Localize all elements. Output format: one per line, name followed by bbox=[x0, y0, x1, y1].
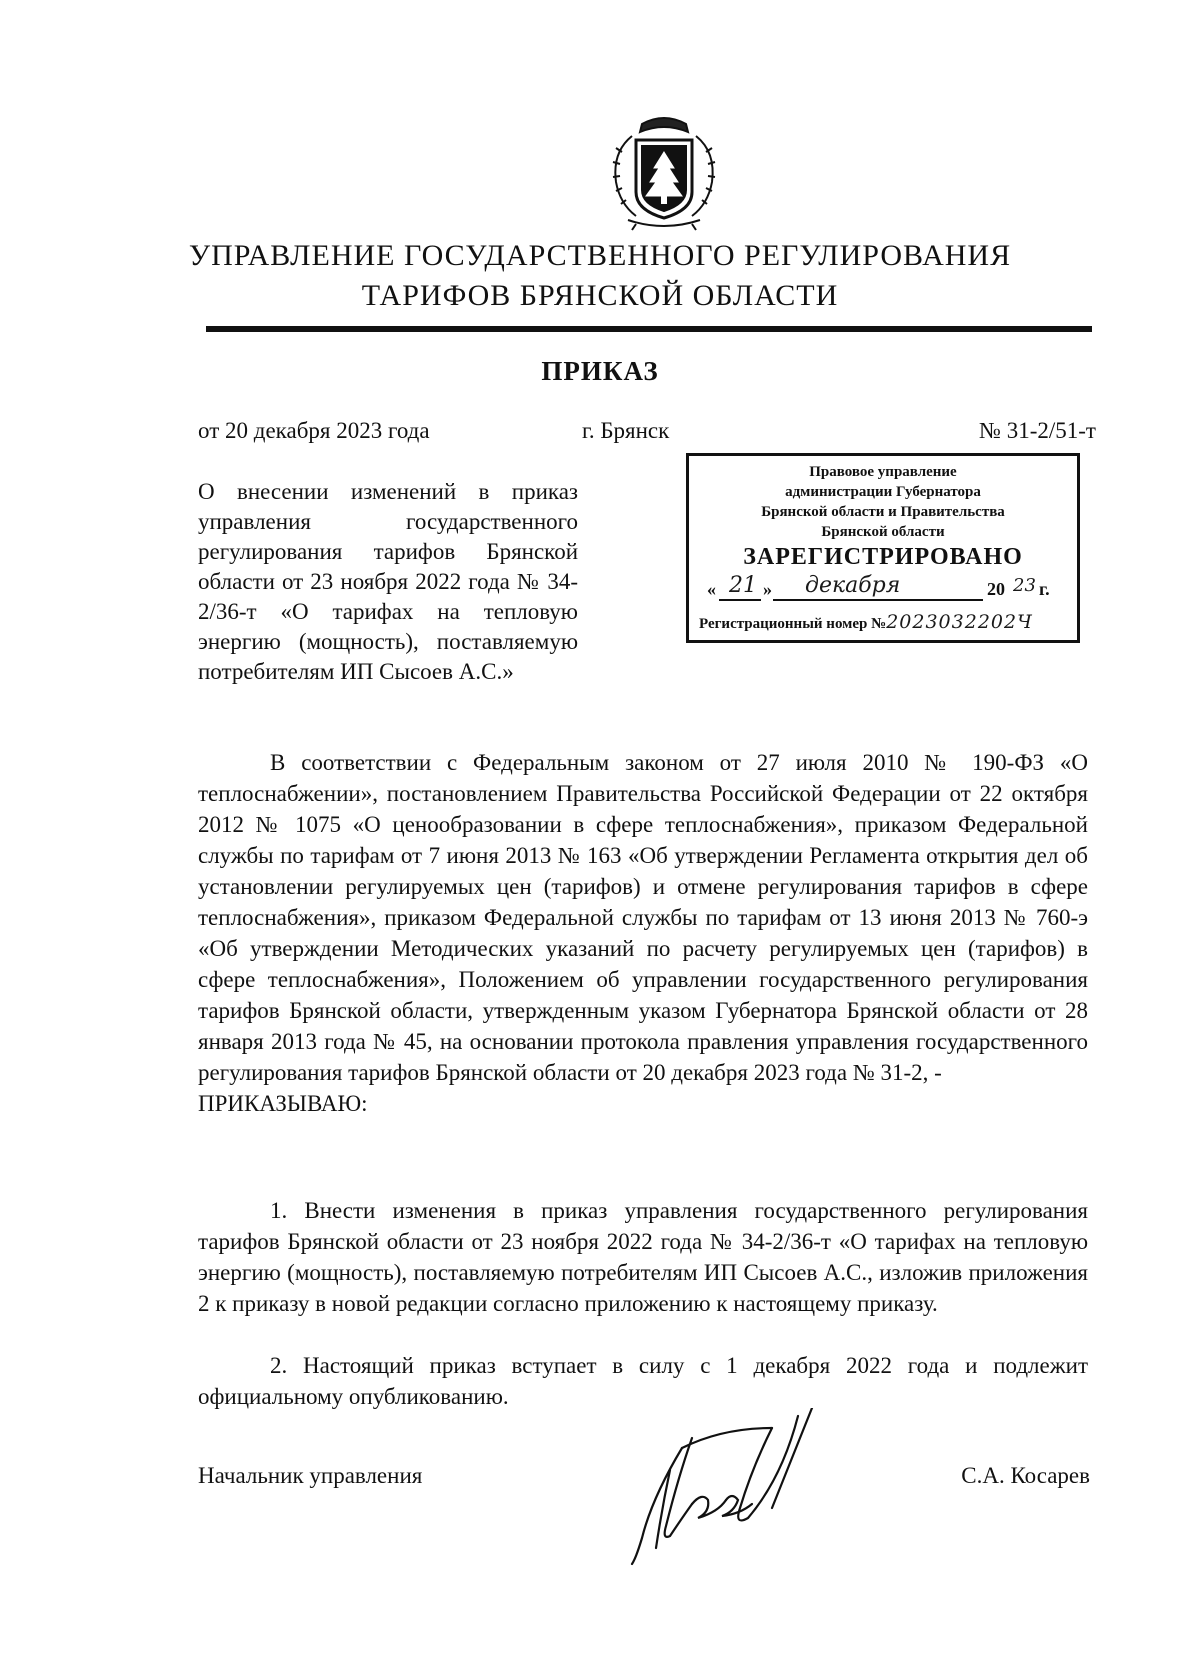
stamp-year-suffix: г. bbox=[1039, 579, 1050, 599]
organization-title-line2: ТАРИФОВ БРЯНСКОЙ ОБЛАСТИ bbox=[361, 279, 839, 312]
signatory-name: С.А. Косарев bbox=[961, 1463, 1090, 1488]
order-item-2 bbox=[198, 1350, 1088, 1412]
stamp-line-3: Брянской области и Правительства bbox=[761, 504, 1005, 520]
stamp-handwritten-month: декабря bbox=[805, 573, 901, 598]
header-divider bbox=[206, 326, 1092, 332]
stamp-handwritten-reg-number: 2023032202Ч bbox=[886, 611, 1033, 633]
stamp-line-4: Брянской области bbox=[821, 524, 945, 540]
stamp-line-1: Правовое управление bbox=[809, 464, 957, 480]
document-subject: О внесении изменений в приказ управления государственного регулирования тарифов Брянской области от 23 ноября 2022 года № 34-2/36-т «О тарифах на тепловую энергию (мощность), поставляемую потребителям ИП Сысоев А.С.» bbox=[198, 479, 578, 684]
order-item-1 bbox=[198, 1195, 1088, 1319]
order-word: ПРИКАЗЫВАЮ: bbox=[198, 1091, 368, 1116]
organization-title bbox=[160, 236, 1040, 316]
organization-title-line1: УПРАВЛЕНИЕ ГОСУДАРСТВЕННОГО РЕГУЛИРОВАНИЯ bbox=[188, 239, 1012, 272]
stamp-handwritten-year: 23 bbox=[1013, 575, 1036, 596]
registration-stamp bbox=[686, 453, 1080, 643]
order-item-2-text: 2. Настоящий приказ вступает в силу с 1 декабря 2022 года и подлежит официальному опубликованию. bbox=[198, 1353, 1088, 1409]
stamp-handwritten-day: 21 bbox=[729, 573, 757, 598]
stamp-year-prefix: 20 bbox=[987, 579, 1005, 599]
handwritten-signature-icon bbox=[622, 1408, 862, 1568]
document-city: г. Брянск bbox=[582, 418, 670, 443]
document-type: ПРИКАЗ bbox=[541, 356, 659, 386]
stamp-quote-open: « bbox=[707, 579, 716, 599]
preamble-text: В соответствии с Федеральным законом от 27 июля 2010 № 190-ФЗ «О теплоснабжении», постановлением Правительства Российской Федерации от 22 октября 2012 № 1075 «О ценообразовании в сфере теплоснабжения», приказом Федеральной службы по тарифам от 7 июня 2013 № 163 «Об утверждении Регламента открытия дел об установлении регулируемых цен (тарифов) и отмене регулирования тарифов в сфере теплоснабжения», приказом Федеральной службы по тарифам от 13 июня 2013 № 760-э «Об утверждении Методических указаний по расчету регулируемых цен (тарифов) в сфере теплоснабжения», Положением об управлении государственного регулирования тарифов Брянской области, утвержденным указом Губернатора Брянской области от 28 января 2013 года № 45, на основании протокола правления управления государственного регулирования тарифов Брянской области от 20 декабря 2023 года № 31-2, - bbox=[198, 750, 1088, 1085]
stamp-registered: ЗАРЕГИСТРИРОВАНО bbox=[743, 544, 1023, 570]
stamp-registration-number bbox=[689, 611, 1077, 635]
document-date: от 20 декабря 2023 года bbox=[198, 418, 430, 443]
coat-of-arms-icon bbox=[602, 112, 726, 232]
stamp-line-2: администрации Губернатора bbox=[785, 484, 981, 500]
stamp-day-underline bbox=[719, 599, 761, 601]
stamp-quote-close: » bbox=[763, 579, 772, 599]
signatory-position: Начальник управления bbox=[198, 1463, 423, 1488]
document-number: № 31-2/51-т bbox=[979, 418, 1096, 443]
preamble-paragraph bbox=[198, 747, 1088, 1119]
stamp-month-underline bbox=[773, 599, 983, 601]
order-item-1-text: 1. Внести изменения в приказ управления государственного регулирования тарифов Брянской области от 23 ноября 2022 года № 34-2/36-т «О тарифах на тепловую энергию (мощность), поставляемую потребителям ИП Сысоев А.С., изложив приложения 2 к приказу в новой редакции согласно приложению к настоящему приказу. bbox=[198, 1198, 1088, 1316]
stamp-reg-number-label: Регистрационный номер № bbox=[699, 616, 887, 632]
stamp-date bbox=[689, 573, 1077, 607]
